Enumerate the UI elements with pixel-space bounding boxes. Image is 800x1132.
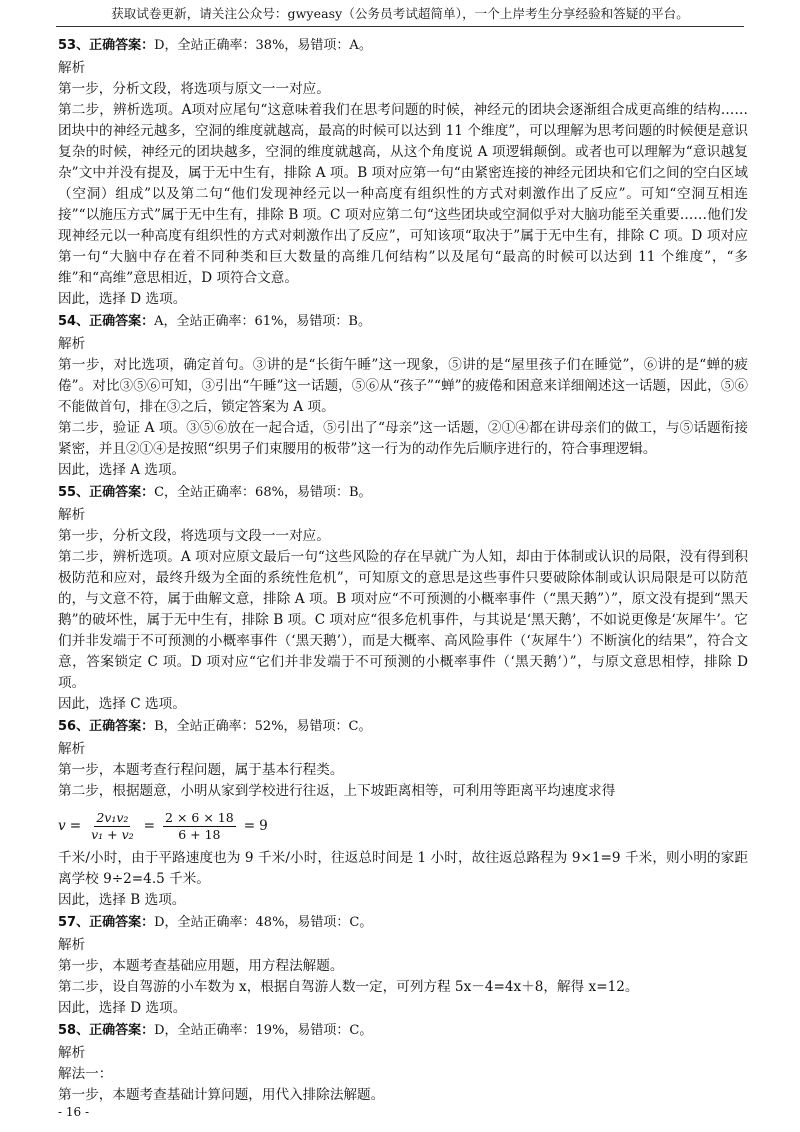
analysis-paragraph: 千米/小时，由于平路速度也为 9 千米/小时，往返总时间是 1 小时，故往返总路程为 9×1=9 千米，则小明的家距离学校 9÷2=4.5 千米。: [58, 850, 748, 887]
analysis-conclusion: 因此，选择 D 选项。: [58, 291, 187, 307]
analysis-conclusion: 因此，选择 D 选项。: [58, 1000, 187, 1016]
analysis-paragraph: 第一步，本题考查基础计算问题，用代入排除法解题。: [58, 1087, 385, 1103]
question-54-heading: [58, 310, 748, 334]
fraction-denominator: 6 + 18: [178, 826, 221, 842]
answer-content: [58, 34, 748, 1106]
question-54: [58, 310, 748, 481]
analysis-paragraph: 第一步，对比选项，确定首句。③讲的是“长街午睡”这一现象，⑤讲的是“屋里孩子们在睡觉”，⑥讲的是“蝉的疲倦”。对比③⑤⑥可知，③引出“午睡”这一话题，⑤⑥从“孩子”“蝉”的疲倦和困意来详细阐述这一话题，因此，⑤⑥不能做首句，排在③之后，锁定答案为 A 项。: [58, 357, 748, 415]
answer-stats: B，全站正确率：52%，易错项：C。: [154, 719, 372, 734]
solution-method-label: 解法一：: [58, 1066, 113, 1082]
question-58: [58, 1019, 748, 1106]
average-speed-formula: [58, 804, 268, 848]
page-number: - 16 -: [58, 1105, 90, 1119]
analysis-paragraph: 第一步，分析文段，将选项与文段一一对应。: [58, 528, 330, 544]
question-57-heading: [58, 911, 748, 935]
question-56-heading: [58, 715, 748, 739]
question-number: 56、: [58, 719, 90, 734]
question-53: [58, 34, 748, 310]
analysis-label: 解析: [58, 507, 86, 523]
question-number: 54、: [58, 314, 90, 329]
analysis-paragraph: 第二步，验证 A 项。③⑤⑥放在一起合适，⑤引出了“母亲”这一话题，②①④都在讲母亲们的做工，与⑤话题衔接紧密，并且②①④是按照“织男子们束腰用的板带”这一行为的动作先后顺序进行的，符合事理逻辑。: [58, 420, 748, 457]
analysis-paragraph: 第一步，分析文段，将选项与原文一一对应。: [58, 81, 330, 97]
formula-equals: =: [143, 817, 156, 834]
fraction-numerator: 2v₁v₂: [96, 809, 129, 825]
formula-equals: =: [243, 817, 256, 834]
formula-row: [58, 804, 748, 848]
formula-equals: =: [69, 817, 82, 834]
answer-label: 正确答案：: [89, 38, 155, 53]
answer-stats: A，全站正确率：61%，易错项：B。: [154, 314, 371, 329]
question-number: 55、: [58, 485, 90, 500]
answer-label: 正确答案：: [89, 314, 155, 329]
analysis-paragraph: 第二步，辨析选项。A 项对应原文最后一句“这些风险的存在早就广为人知，却由于体制或认识的局限，没有得到积极防范和应对，最终升级为全面的系统性危机”，可知原文的意思是这些事件只要破除体制或认识局限是可以防范的，与文意不符，属于曲解文意，排除 A 项。B 项对应“不可预测的小概率事件（“黑天鹅”）”，原文没有提到“黑天鹅”的破坏性，属于无中生有，排除 B 项。C 项对应“很多危机事件，与其说是‘黑天鹅’，不如说更像是‘灰犀牛’。它们并非发端于不可预测的小概率事件（‘黑天鹅’），而是大概率、高风险事件（‘灰犀牛’）不断演化的结果”，符合文意，答案锁定 C 项。D 项对应“它们并非发端于不可预测的小概率事件（‘黑天鹅’）”，与原文意思相悖，排除 D 项。: [58, 549, 748, 691]
analysis-label: 解析: [58, 336, 86, 352]
question-number: 57、: [58, 915, 90, 930]
analysis-label: 解析: [58, 1045, 86, 1061]
answer-stats: D，全站正确率：19%，易错项：C。: [154, 1023, 373, 1038]
answer-label: 正确答案：: [89, 719, 155, 734]
analysis-paragraph: 第二步，辨析选项。A项对应尾句“这意味着我们在思考问题的时候，神经元的团块会逐渐组合成更高维的结构……团块中的神经元越多，空洞的维度就越高，最高的时候可以达到 11 个维度”，可以理解为思考问题的时候便是意识复杂的时候，神经元的团块越多，空洞的维度就越高，从这个角度说 A 项逻辑颠倒。或者也可以理解为“意识越复杂”文中并没有提及，属于无中生有，排除 A 项。B 项对应第一句“由紧密连接的神经元团块和它们之间的空白区域（空洞）组成”以及第二句“他们发现神经元以一种高度有组织性的方式对刺激作出了反应”。可知“空洞互相连接”“以施压方式”属于无中生有，排除 B 项。C 项对应第二句“这些团块或空洞似乎对大脑功能至关重要……他们发现神经元以一种高度有组织性的方式对刺激作出了反应”，可知该项“取决于”属于无中生有，排除 C 项。D 项对应第一句“大脑中存在着不同种类和巨大数量的高维几何结构”以及尾句“最高的时候可以达到 11 个维度”，“多维”和“高维”意思相近，D 项符合文意。: [58, 102, 748, 286]
page-header: 获取试卷更新，请关注公众号：gwyeasy（公务员考试超简单），一个上岸考生分享经验和答疑的平台。: [111, 6, 689, 21]
analysis-label: 解析: [58, 741, 86, 757]
question-58-heading: [58, 1019, 748, 1043]
answer-stats: D，全站正确率：38%，易错项：A。: [154, 38, 372, 53]
analysis-paragraph: 第二步，设自驾游的小车数为 x，根据自驾游人数一定，可列方程 5x－4=4x＋8，解得 x=12。: [58, 979, 639, 995]
analysis-conclusion: 因此，选择 B 选项。: [58, 892, 186, 908]
formula-fraction-general: [89, 810, 136, 843]
formula-fraction-numeric: [163, 810, 236, 843]
analysis-label: 解析: [58, 937, 86, 953]
question-number: 58、: [58, 1023, 90, 1038]
analysis-label: 解析: [58, 60, 86, 76]
analysis-paragraph: 第一步，本题考查基础应用题，用方程法解题。: [58, 958, 344, 974]
answer-stats: C，全站正确率：68%，易错项：B。: [154, 485, 372, 500]
answer-label: 正确答案：: [89, 915, 155, 930]
question-number: 53、: [58, 38, 90, 53]
question-57: [58, 911, 748, 1019]
analysis-paragraph: 第二步，根据题意，小明从家到学校进行往返，上下坡距离相等，可利用等距离平均速度求得: [58, 783, 616, 799]
formula-variable: v: [58, 817, 66, 834]
header-divider: [56, 26, 744, 27]
fraction-numerator: 2 × 6 × 18: [165, 809, 234, 825]
answer-stats: D，全站正确率：48%，易错项：C。: [154, 915, 373, 930]
question-56: [58, 715, 748, 911]
fraction-denominator: v₁ + v₂: [91, 826, 134, 842]
formula-result: 9: [259, 817, 268, 834]
analysis-paragraph: 第一步，本题考查行程问题，属于基本行程类。: [58, 762, 344, 778]
answer-label: 正确答案：: [89, 1023, 155, 1038]
answer-label: 正确答案：: [89, 485, 155, 500]
analysis-conclusion: 因此，选择 C 选项。: [58, 696, 186, 712]
question-53-heading: [58, 34, 748, 58]
analysis-conclusion: 因此，选择 A 选项。: [58, 462, 186, 478]
question-55: [58, 481, 748, 715]
question-55-heading: [58, 481, 748, 505]
